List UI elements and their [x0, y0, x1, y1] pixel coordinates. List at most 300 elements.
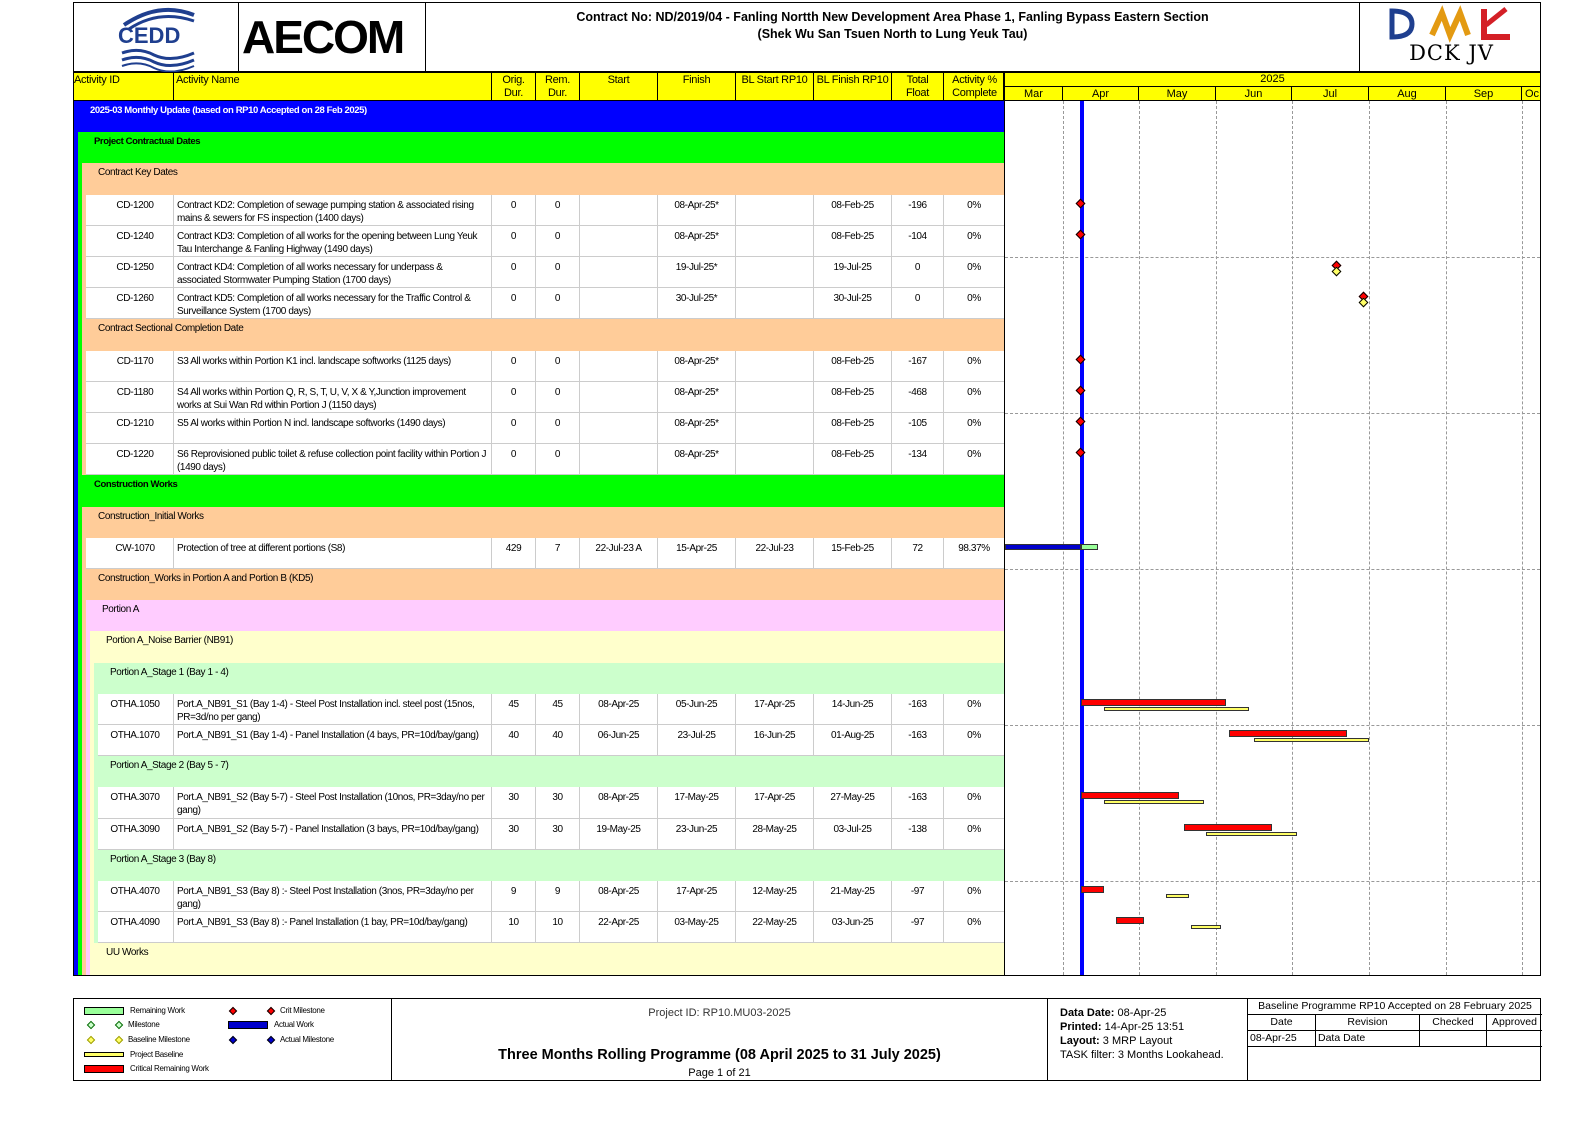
- cell-start: [580, 288, 658, 318]
- rev-approved: [1487, 1031, 1542, 1046]
- wbs-band[interactable]: [74, 850, 1004, 881]
- wbs-indent-stripe: [94, 819, 98, 850]
- cell-start: [580, 351, 658, 381]
- revision-row: [1248, 1031, 1542, 1047]
- wbs-indent-stripe: [82, 288, 86, 319]
- wbs-indent-stripe: [78, 569, 82, 600]
- cell-od: 0: [492, 288, 536, 318]
- cell-name: Port.A_NB91_S3 (Bay 8) :- Steel Post Installation (3nos, PR=3day/no per gang): [174, 881, 492, 911]
- cell-od: 0: [492, 351, 536, 381]
- legend-project-baseline: [84, 1050, 183, 1059]
- page-header: [73, 2, 1541, 72]
- cell-start: 22-Apr-25: [580, 912, 658, 942]
- critical-remaining-bar[interactable]: [1081, 886, 1104, 893]
- wbs-band-label: Contract Key Dates: [98, 167, 178, 179]
- wbs-band[interactable]: [74, 756, 1004, 787]
- gantt-month-gridline: [1216, 101, 1217, 975]
- cell-tf: -138: [892, 819, 944, 849]
- contract-title-line2: (Shek Wu San Tsuen North to Lung Yeuk Tau): [757, 27, 1028, 41]
- cell-pc: 0%: [944, 413, 1004, 443]
- cell-start: [580, 195, 658, 225]
- cell-id: OTHA.3090: [74, 819, 174, 849]
- rev-checked: [1420, 1031, 1487, 1046]
- critical-remaining-bar[interactable]: [1184, 824, 1272, 831]
- rev-date: 08-Apr-25: [1248, 1031, 1316, 1046]
- cell-id: OTHA.4070: [74, 881, 174, 911]
- layout-label: Layout:: [1060, 1035, 1100, 1047]
- rev-col-revision: Revision: [1316, 1015, 1420, 1030]
- cell-finish: 08-Apr-25*: [658, 226, 736, 256]
- cell-od: 0: [492, 444, 536, 474]
- actual-work-bar[interactable]: [1005, 544, 1081, 550]
- cell-bls: [736, 444, 814, 474]
- cell-id: CD-1180: [74, 382, 174, 412]
- table-row[interactable]: [74, 694, 1004, 725]
- wbs-band[interactable]: [74, 569, 1004, 600]
- col-activity-id[interactable]: Activity ID: [74, 73, 174, 102]
- wbs-band[interactable]: [74, 507, 1004, 538]
- cell-pc: 0%: [944, 881, 1004, 911]
- legend-crit-milestone: [228, 1006, 325, 1015]
- cell-name: Port.A_NB91_S3 (Bay 8) :- Panel Installation (1 bay, PR=10d/bay/gang): [174, 912, 492, 942]
- wbs-band[interactable]: [74, 600, 1004, 631]
- cell-name: S5 Al works within Portion N incl. landscape softworks (1490 days): [174, 413, 492, 443]
- cell-finish: 08-Apr-25*: [658, 351, 736, 381]
- cell-name: Contract KD2: Completion of sewage pumping station & associated rising mains & sewers for FS inspection (1400 days): [174, 195, 492, 225]
- wbs-band[interactable]: [74, 943, 1004, 974]
- cell-rd: 30: [536, 819, 580, 849]
- col-pct-complete[interactable]: Activity % Complete: [952, 74, 997, 99]
- cell-od: 30: [492, 819, 536, 849]
- cell-blf: 08-Feb-25: [814, 413, 892, 443]
- cell-pc: 0%: [944, 257, 1004, 287]
- gantt-month-gridline: [1063, 101, 1064, 975]
- legend-baseline-milestone-label: Baseline Milestone: [128, 1035, 190, 1044]
- table-row[interactable]: [74, 413, 1004, 444]
- cell-id: CD-1200: [74, 195, 174, 225]
- col-total-float[interactable]: Total Float: [892, 73, 944, 102]
- wbs-band[interactable]: [74, 132, 1004, 163]
- cell-tf: -163: [892, 725, 944, 755]
- cell-pc: 0%: [944, 288, 1004, 318]
- wbs-band-label: Construction Works: [94, 479, 178, 491]
- gantt-row-gridline: [1005, 413, 1540, 414]
- table-row[interactable]: [74, 195, 1004, 226]
- baseline-milestone-icon-2: [115, 1035, 123, 1043]
- cell-blf: 14-Jun-25: [814, 694, 892, 724]
- cell-bls: [736, 351, 814, 381]
- task-filter: TASK filter: 3 Months Lookahead.: [1060, 1049, 1224, 1061]
- wbs-band-label: Portion A_Stage 1 (Bay 1 - 4): [110, 666, 229, 678]
- wbs-indent-stripe: [94, 912, 98, 943]
- contract-title-line1: Contract No: ND/2019/04 - Fanling Nortth New Development Area Phase 1, Fanling Bypass Eastern Section: [576, 10, 1209, 24]
- cell-bls: [736, 195, 814, 225]
- printed-label: Printed:: [1060, 1021, 1102, 1033]
- wbs-indent-stripe: [78, 163, 82, 194]
- cell-start: 22-Jul-23 A: [580, 538, 658, 568]
- cell-id: OTHA.4090: [74, 912, 174, 942]
- cell-rd: 0: [536, 257, 580, 287]
- wbs-indent-stripe: [74, 132, 78, 163]
- actual-work-swatch: [228, 1021, 268, 1029]
- cell-tf: -97: [892, 912, 944, 942]
- col-bl-start[interactable]: BL Start RP10: [736, 73, 814, 102]
- cell-bls: [736, 226, 814, 256]
- wbs-band[interactable]: [74, 631, 1004, 662]
- printed-info: [1060, 1020, 1247, 1034]
- legend-milestone-label: Milestone: [128, 1020, 160, 1029]
- cell-name: S3 All works within Portion K1 incl. landscape softworks (1125 days): [174, 351, 492, 381]
- wbs-indent-stripe: [82, 538, 86, 569]
- gantt-row-gridline: [1005, 569, 1540, 570]
- col-finish[interactable]: Finish: [658, 73, 736, 102]
- cell-start: 06-Jun-25: [580, 725, 658, 755]
- cell-bls: 22-Jul-23: [736, 538, 814, 568]
- cell-blf: 15-Feb-25: [814, 538, 892, 568]
- cell-finish: 05-Jun-25: [658, 694, 736, 724]
- cell-name: Contract KD3: Completion of all works for the opening between Lung Yeuk Tau Interchange & Fanling Highway (1490 days): [174, 226, 492, 256]
- cell-tf: 72: [892, 538, 944, 568]
- cell-finish: 19-Jul-25*: [658, 257, 736, 287]
- project-baseline-bar[interactable]: [1104, 707, 1249, 711]
- wbs-band-label: Portion A_Stage 3 (Bay 8): [110, 853, 216, 865]
- cell-pc: 0%: [944, 382, 1004, 412]
- wbs-band[interactable]: [74, 319, 1004, 350]
- cell-start: 19-May-25: [580, 819, 658, 849]
- cell-tf: -104: [892, 226, 944, 256]
- cell-name: Port.A_NB91_S2 (Bay 5-7) - Steel Post Installation (10nos, PR=3day/no per gang): [174, 787, 492, 817]
- wbs-indent-stripe: [90, 756, 94, 787]
- milestone-icon: [87, 1020, 95, 1028]
- table-row[interactable]: [74, 288, 1004, 319]
- milestone-icon-2: [115, 1020, 123, 1028]
- wbs-indent-stripe: [74, 475, 78, 506]
- cell-tf: -134: [892, 444, 944, 474]
- cell-blf: 08-Feb-25: [814, 351, 892, 381]
- page-number: Page 1 of 21: [688, 1067, 751, 1079]
- cell-name: Protection of tree at different portions (S8): [174, 538, 492, 568]
- wbs-band-label: Construction_Initial Works: [98, 510, 204, 522]
- wbs-band[interactable]: [74, 163, 1004, 194]
- critical-remaining-bar[interactable]: [1081, 792, 1179, 799]
- cell-name: S4 All works within Portion Q, R, S, T, U, V, X & Y,Junction improvement works at Sui Wan Rd within Portion J (1150 days): [174, 382, 492, 412]
- cell-start: [580, 226, 658, 256]
- cell-finish: 30-Jul-25*: [658, 288, 736, 318]
- cell-blf: 21-May-25: [814, 881, 892, 911]
- actual-milestone-icon-2: [267, 1035, 275, 1043]
- cell-pc: 98.37%: [944, 538, 1004, 568]
- table-row[interactable]: [74, 257, 1004, 288]
- rev-col-approved: Approved: [1492, 1016, 1537, 1028]
- legend-remaining: [84, 1006, 185, 1015]
- cell-blf: 03-Jun-25: [814, 912, 892, 942]
- table-row[interactable]: [74, 912, 1004, 943]
- cell-od: 0: [492, 226, 536, 256]
- aecom-logo: [239, 3, 426, 73]
- table-row[interactable]: [74, 881, 1004, 912]
- crit-milestone-icon-2: [267, 1006, 275, 1014]
- cell-blf: 19-Jul-25: [814, 257, 892, 287]
- gantt-month-gridline: [1369, 101, 1370, 975]
- cell-id: OTHA.1070: [74, 725, 174, 755]
- wbs-indent-stripe: [82, 195, 86, 226]
- timescale-month: Apr: [1063, 87, 1139, 102]
- cell-blf: 08-Feb-25: [814, 195, 892, 225]
- timescale-month: Mar: [1005, 87, 1063, 102]
- cell-start: [580, 413, 658, 443]
- wbs-band-label: Contract Sectional Completion Date: [98, 323, 244, 335]
- wbs-indent-stripe: [82, 444, 86, 475]
- cell-id: CD-1170: [74, 351, 174, 381]
- cell-finish: 23-Jun-25: [658, 819, 736, 849]
- cell-pc: 0%: [944, 912, 1004, 942]
- table-row[interactable]: [74, 351, 1004, 382]
- cell-tf: -105: [892, 413, 944, 443]
- col-orig-dur[interactable]: Orig. Dur.: [492, 73, 536, 102]
- timescale-year: 2025: [1005, 73, 1540, 87]
- legend-crit-milestone-label: Crit Milestone: [280, 1006, 325, 1015]
- project-baseline-bar[interactable]: [1104, 800, 1204, 804]
- dck-jv-logo: [1359, 3, 1542, 73]
- cell-tf: -468: [892, 382, 944, 412]
- table-row[interactable]: [74, 444, 1004, 475]
- timescale-month: Jun: [1216, 87, 1292, 102]
- timescale-month: Sep: [1446, 87, 1522, 102]
- legend-remaining-label: Remaining Work: [130, 1006, 185, 1015]
- cell-rd: 0: [536, 351, 580, 381]
- wbs-indent-stripe: [82, 600, 86, 631]
- cell-od: 45: [492, 694, 536, 724]
- baseline-milestone-icon[interactable]: [1331, 267, 1341, 277]
- critical-remaining-bar[interactable]: [1081, 699, 1226, 706]
- cell-od: 429: [492, 538, 536, 568]
- footer-title-block: [392, 999, 1048, 1080]
- data-date-info: [1060, 1006, 1247, 1020]
- cell-bls: [736, 257, 814, 287]
- cell-rd: 7: [536, 538, 580, 568]
- cell-bls: [736, 382, 814, 412]
- cell-finish: 03-May-25: [658, 912, 736, 942]
- legend-critical-remaining-label: Critical Remaining Work: [130, 1064, 209, 1073]
- wbs-indent-stripe: [78, 507, 82, 538]
- dck-logo-text: DCK JV: [1409, 41, 1494, 65]
- gantt-month-gridline: [1522, 101, 1523, 975]
- project-baseline-bar[interactable]: [1191, 925, 1221, 929]
- cell-pc: 0%: [944, 725, 1004, 755]
- cell-id: CD-1260: [74, 288, 174, 318]
- layout-info: [1060, 1034, 1247, 1048]
- cell-bls: 28-May-25: [736, 819, 814, 849]
- cell-name: Port.A_NB91_S2 (Bay 5-7) - Panel Installation (3 bays, PR=10d/bay/gang): [174, 819, 492, 849]
- col-rem-dur[interactable]: Rem. Dur.: [536, 73, 580, 102]
- project-baseline-bar[interactable]: [1254, 738, 1369, 742]
- footer-info-block: [1048, 999, 1248, 1080]
- cell-bls: 12-May-25: [736, 881, 814, 911]
- wbs-indent-stripe: [82, 226, 86, 257]
- data-date-value: 08-Apr-25: [1117, 1007, 1167, 1019]
- legend-actual-milestone-label: Actual Milestone: [280, 1035, 334, 1044]
- remaining-work-bar[interactable]: [1081, 544, 1099, 550]
- revision-block: [1248, 999, 1542, 1080]
- wbs-indent-stripe: [82, 382, 86, 413]
- cell-finish: 17-May-25: [658, 787, 736, 817]
- legend-critical-remaining: [84, 1064, 209, 1073]
- cell-finish: 15-Apr-25: [658, 538, 736, 568]
- cell-tf: 0: [892, 257, 944, 287]
- cell-pc: 0%: [944, 819, 1004, 849]
- wbs-band-label: Portion A: [102, 604, 139, 616]
- cell-od: 0: [492, 382, 536, 412]
- legend-actual-work-label: Actual Work: [274, 1020, 314, 1029]
- critical-remaining-bar[interactable]: [1116, 917, 1144, 924]
- cell-bls: 16-Jun-25: [736, 725, 814, 755]
- printed-value: 14-Apr-25 13:51: [1104, 1021, 1185, 1033]
- cell-od: 0: [492, 413, 536, 443]
- actual-milestone-icon: [229, 1035, 237, 1043]
- crit-milestone-icon: [229, 1006, 237, 1014]
- cell-finish: 08-Apr-25*: [658, 444, 736, 474]
- cell-bls: [736, 413, 814, 443]
- table-row[interactable]: [74, 538, 1004, 569]
- cell-tf: -97: [892, 881, 944, 911]
- cell-rd: 45: [536, 694, 580, 724]
- cell-start: 08-Apr-25: [580, 787, 658, 817]
- wbs-band-label: 2025-03 Monthly Update (based on RP10 Accepted on 28 Feb 2025): [90, 105, 367, 116]
- cell-blf: 30-Jul-25: [814, 288, 892, 318]
- cell-finish: 08-Apr-25*: [658, 413, 736, 443]
- cell-pc: 0%: [944, 351, 1004, 381]
- cell-rd: 0: [536, 226, 580, 256]
- table-row[interactable]: [74, 725, 1004, 756]
- wbs-indent-stripe: [90, 663, 94, 694]
- programme-title: Three Months Rolling Programme (08 April 2025 to 31 July 2025): [498, 1047, 941, 1063]
- cell-finish: 17-Apr-25: [658, 881, 736, 911]
- legend: [74, 999, 392, 1080]
- cell-name: Port.A_NB91_S1 (Bay 1-4) - Steel Post Installation incl. steel post (15nos, PR=3d/no per gang): [174, 694, 492, 724]
- critical-remaining-swatch: [84, 1065, 124, 1073]
- cell-blf: 08-Feb-25: [814, 226, 892, 256]
- cell-id: CD-1210: [74, 413, 174, 443]
- critical-remaining-bar[interactable]: [1229, 730, 1347, 737]
- legend-baseline-milestone: [84, 1035, 190, 1044]
- wbs-indent-stripe: [78, 319, 82, 350]
- baseline-milestone-icon: [87, 1035, 95, 1043]
- wbs-band[interactable]: [74, 663, 1004, 694]
- cell-rd: 0: [536, 288, 580, 318]
- cell-rd: 40: [536, 725, 580, 755]
- cell-start: 08-Apr-25: [580, 694, 658, 724]
- cell-finish: 08-Apr-25*: [658, 195, 736, 225]
- wbs-band[interactable]: [74, 475, 1004, 506]
- cell-blf: 27-May-25: [814, 787, 892, 817]
- timescale-month: Aug: [1369, 87, 1446, 102]
- wbs-indent-stripe: [90, 850, 94, 881]
- baseline-milestone-icon[interactable]: [1359, 298, 1369, 308]
- cell-start: 08-Apr-25: [580, 881, 658, 911]
- cell-bls: [736, 288, 814, 318]
- wbs-indent-stripe: [94, 694, 98, 725]
- col-start[interactable]: Start: [580, 73, 658, 102]
- wbs-indent-stripe: [94, 881, 98, 912]
- layout-value: 3 MRP Layout: [1102, 1035, 1173, 1047]
- wbs-band[interactable]: [74, 101, 1004, 132]
- legend-actual-milestone: [228, 1035, 334, 1044]
- project-id: Project ID: RP10.MU03-2025: [648, 1007, 791, 1019]
- col-activity-name[interactable]: Activity Name: [174, 73, 492, 102]
- rev-col-date: Date: [1248, 1015, 1316, 1030]
- cell-rd: 0: [536, 413, 580, 443]
- gantt-month-gridline: [1292, 101, 1293, 975]
- aecom-logo-text: AECOM: [242, 11, 404, 63]
- cell-od: 0: [492, 257, 536, 287]
- cell-rd: 0: [536, 382, 580, 412]
- cell-finish: 08-Apr-25*: [658, 382, 736, 412]
- data-date-label: Data Date:: [1060, 1007, 1115, 1019]
- legend-actual-work: [228, 1020, 314, 1029]
- page-footer: [73, 998, 1541, 1081]
- wbs-band-label: Project Contractual Dates: [94, 136, 201, 148]
- gantt-timescale: [1004, 72, 1541, 101]
- cell-start: [580, 444, 658, 474]
- cell-tf: -163: [892, 787, 944, 817]
- cedd-logo: [74, 3, 239, 73]
- cell-name: Contract KD5: Completion of all works necessary for the Traffic Control & Surveillance System (1700 days): [174, 288, 492, 318]
- cell-pc: 0%: [944, 444, 1004, 474]
- project-baseline-bar[interactable]: [1166, 894, 1188, 898]
- activity-table: [73, 101, 1004, 976]
- wbs-indent-stripe: [86, 943, 90, 974]
- wbs-indent-stripe: [82, 257, 86, 288]
- col-bl-finish[interactable]: BL Finish RP10: [814, 73, 892, 102]
- gantt-row-gridline: [1005, 725, 1540, 726]
- gantt-chart: [1004, 101, 1541, 976]
- cell-rd: 10: [536, 912, 580, 942]
- cell-blf: 01-Aug-25: [814, 725, 892, 755]
- project-baseline-bar[interactable]: [1206, 832, 1297, 836]
- dck-logo-icon: [1360, 3, 1543, 43]
- cell-finish: 23-Jul-25: [658, 725, 736, 755]
- cell-id: CD-1220: [74, 444, 174, 474]
- cell-tf: -167: [892, 351, 944, 381]
- table-row[interactable]: [74, 226, 1004, 257]
- timescale-month: Oc: [1524, 88, 1540, 100]
- table-row[interactable]: [74, 787, 1004, 818]
- legend-milestone: [84, 1020, 160, 1029]
- cell-blf: 08-Feb-25: [814, 444, 892, 474]
- cell-rd: 30: [536, 787, 580, 817]
- cell-od: 40: [492, 725, 536, 755]
- table-row[interactable]: [74, 382, 1004, 413]
- revision-header-row: [1248, 1015, 1542, 1031]
- project-baseline-swatch: [84, 1052, 124, 1057]
- cell-bls: 22-May-25: [736, 912, 814, 942]
- rev-col-checked: Checked: [1420, 1015, 1487, 1030]
- legend-project-baseline-label: Project Baseline: [130, 1050, 184, 1059]
- cell-blf: 08-Feb-25: [814, 382, 892, 412]
- cell-id: OTHA.3070: [74, 787, 174, 817]
- contract-title: [426, 9, 1359, 43]
- gantt-row-gridline: [1005, 881, 1540, 882]
- cell-od: 0: [492, 195, 536, 225]
- cell-tf: -196: [892, 195, 944, 225]
- cell-rd: 0: [536, 444, 580, 474]
- cell-start: [580, 382, 658, 412]
- cell-id: CD-1250: [74, 257, 174, 287]
- cell-id: CD-1240: [74, 226, 174, 256]
- cell-pc: 0%: [944, 226, 1004, 256]
- table-row[interactable]: [74, 819, 1004, 850]
- cell-od: 9: [492, 881, 536, 911]
